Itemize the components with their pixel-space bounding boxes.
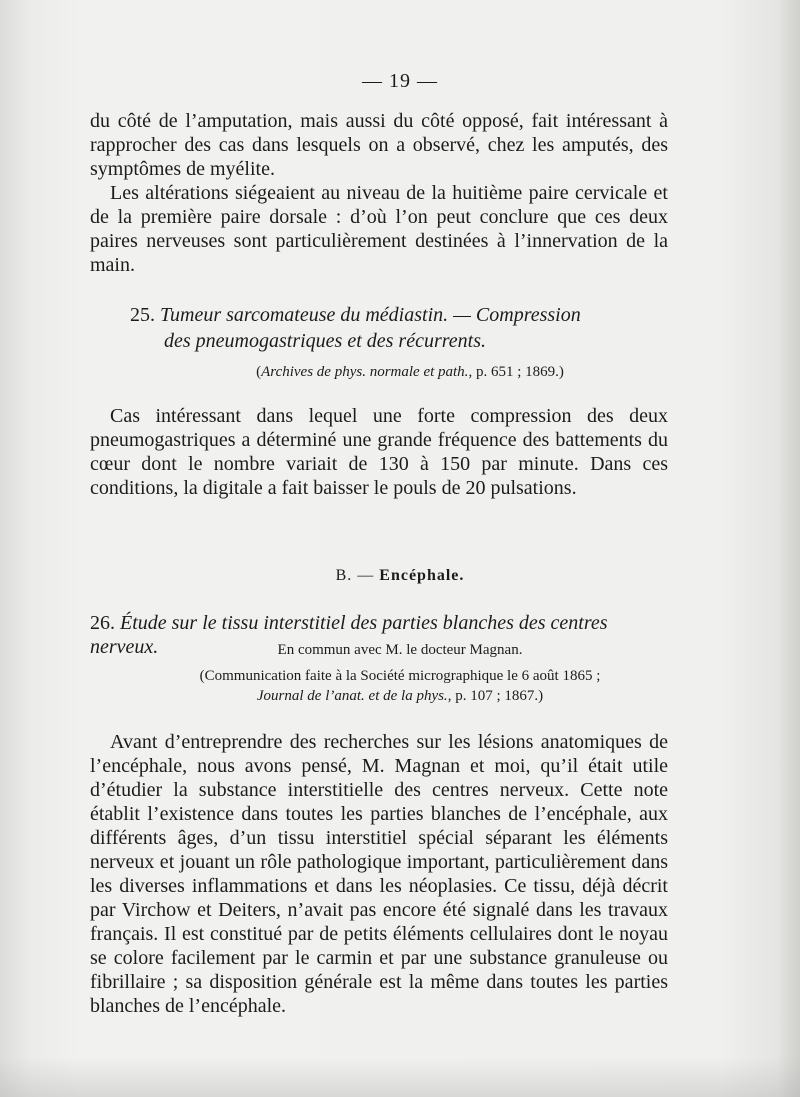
entry-25-number: 25. — [130, 304, 155, 326]
entry-26-journal: Journal de l’anat. et de la phys. — [256, 688, 448, 704]
page-number: — 19 — — [362, 70, 438, 92]
entry-25-title-text: Tumeur sarcomateuse du médiastin. — Compression — [160, 304, 581, 326]
entry-26-number: 26. — [90, 612, 115, 634]
page-bottom-shadow — [0, 1057, 800, 1097]
entry-26-pages: , p. 107 ; 1867.) — [447, 688, 544, 704]
entry-25-title-line2: des pneumogastriques et des récurrents. — [164, 330, 486, 352]
entry-26-paragraph: Avant d’entreprendre des recherches sur les lésions anatomiques de l’encéphale, nous avons pensé, M. Magnan et moi, qu’il était utile d’étudier la substance interstitielle des centres nerveux. Cette note établit l’existence dans toutes les parties blanches de l’encéphale, aux différents âges, d’un tissu interstitiel spécial séparant les éléments nerveux et jouant un rôle pathologique important, particulièrement dans les diverses inflammations et dans les néoplasies. Ce tissu, déjà décrit par Virchow et Deiters, n’avait pas encore été signalé dans les travaux français. Il est constitué par de petits éléments cellulaires dont le noyau se colore facilement par le carmin et par une substance granuleuse ou fibrillaire ; sa disposition générale est la même dans toutes les parties blanches de l’encéphale. — [90, 731, 668, 1017]
section-heading — [0, 567, 800, 585]
paragraph-block-top — [90, 109, 668, 277]
entry-25-title — [130, 302, 650, 354]
paragraph-amputation: du côté de l’amputation, mais aussi du côté opposé, fait intéressant à rapprocher des cas dans lesquels on a observé, chez les amputés, des symptômes de myélite. — [90, 110, 668, 180]
entry-26-body — [90, 730, 668, 1018]
entry-25-source: (Archives de phys. normale et path., p. 651 ; 1869.) — [256, 364, 564, 380]
entry-26-communication — [0, 666, 800, 706]
entry-25-journal: Archives de phys. normale et path. — [261, 364, 469, 380]
section-title: Encéphale. — [379, 567, 465, 584]
page-edge-shadow — [778, 0, 800, 1097]
paragraph-alterations: Les altérations siégeaient au niveau de la huitième paire cervicale et de la première paire dorsale : d’où l’on peut conclure que ces deux paires nerveuses sont particulièrement destinées à l’innervation de la main. — [90, 182, 668, 276]
entry-25-title-line1 — [130, 302, 650, 328]
entry-25-body — [90, 404, 668, 500]
entry-26-communication-line2 — [0, 686, 800, 706]
entry-26-coauthor: En commun avec M. le docteur Magnan. — [277, 642, 523, 658]
entry-25-pages: , p. 651 ; 1869. — [468, 364, 559, 380]
entry-26-title-text: Étude sur le tissu interstitiel des parties blanches des centres nerveux. — [90, 612, 608, 658]
entry-25-paragraph: Cas intéressant dans lequel une forte compression des deux pneumogastriques a déterminé une grande fréquence des battements du cœur dont le nombre variait de 130 à 150 par minute. Dans ces conditions, la digitale a fait baisser le pouls de 20 pulsations. — [90, 405, 668, 499]
section-letter: B. — — [335, 567, 375, 584]
entry-26-communication-line1: (Communication faite à la Société micrographique le 6 août 1865 ; — [199, 668, 601, 684]
